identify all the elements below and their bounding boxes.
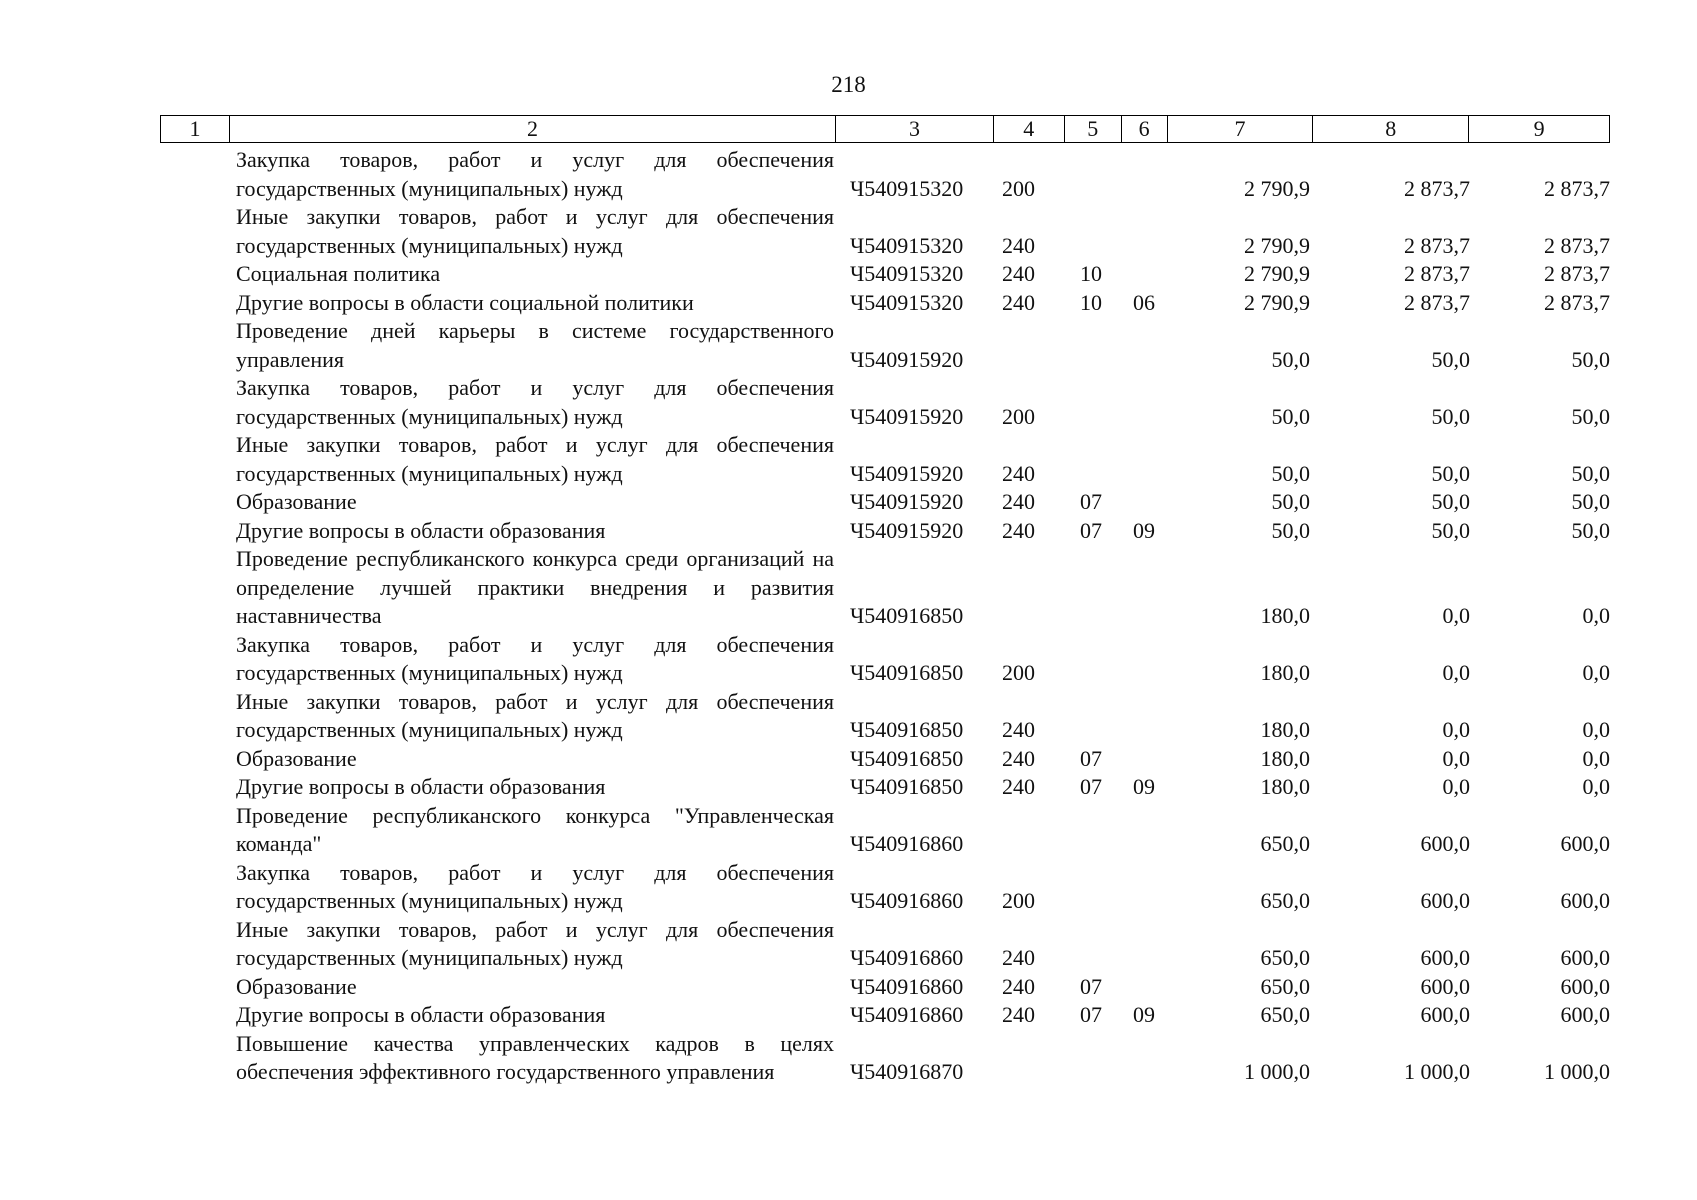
header-col-1: 1: [161, 116, 230, 142]
table-row: [160, 289, 1610, 318]
row-vr: 240: [1002, 517, 1035, 543]
row-code: Ч540916850: [850, 745, 964, 771]
header-col-3: 3: [836, 116, 994, 142]
table-row: [160, 859, 1610, 916]
row-vr: 240: [1002, 745, 1035, 771]
row-name: Другие вопросы в области социальной политики: [236, 289, 694, 315]
row-value-7: 2 790,9: [1244, 232, 1310, 258]
row-name: Проведение республиканского конкурса среди организаций на определение лучшей практики внедрения и развития наставничества: [236, 546, 834, 628]
table-row: [160, 146, 1610, 203]
table-row: [160, 431, 1610, 488]
row-rz: 07: [1080, 517, 1102, 543]
row-value-9: 600,0: [1560, 945, 1610, 970]
row-value-8: 600,0: [1420, 888, 1470, 913]
row-name: Другие вопросы в области образования: [236, 517, 606, 543]
row-code: Ч540916860: [850, 1002, 964, 1027]
row-code: Ч540916860: [850, 945, 964, 970]
row-value-7: 50,0: [1271, 460, 1310, 486]
table-row: [160, 745, 1610, 774]
row-value-7: 180,0: [1260, 603, 1310, 628]
row-name: Образование: [236, 745, 357, 771]
row-value-7: 50,0: [1271, 489, 1310, 514]
table-body: [160, 146, 1610, 1087]
row-name: Иные закупки товаров, работ и услуг для обеспечения государственных (муниципальных) нужд: [236, 688, 834, 742]
row-vr: 240: [1002, 232, 1035, 258]
row-value-9: 50,0: [1571, 460, 1610, 486]
table-row: [160, 1030, 1610, 1087]
row-vr: 240: [1002, 945, 1035, 970]
row-value-7: 650,0: [1260, 1002, 1310, 1027]
row-value-8: 0,0: [1442, 774, 1470, 799]
row-value-7: 650,0: [1260, 888, 1310, 913]
row-code: Ч540915920: [850, 517, 964, 543]
row-name: Другие вопросы в области образования: [236, 774, 606, 799]
row-code: Ч540916850: [850, 717, 964, 742]
row-name: Образование: [236, 973, 357, 999]
page-number: 218: [831, 72, 866, 97]
row-name: Закупка товаров, работ и услуг для обеспечения государственных (муниципальных) нужд: [236, 375, 834, 429]
row-code: Ч540915320: [850, 175, 964, 201]
header-col-4: 4: [994, 116, 1065, 142]
row-name: Проведение республиканского конкурса "Управленческая команда": [236, 802, 834, 856]
row-value-7: 650,0: [1260, 973, 1310, 999]
table-row: [160, 773, 1610, 802]
row-rz: 10: [1080, 261, 1102, 286]
row-name: Другие вопросы в области образования: [236, 1002, 606, 1027]
row-value-8: 2 873,7: [1404, 175, 1470, 201]
row-vr: 200: [1002, 660, 1035, 685]
row-vr: 200: [1002, 175, 1035, 201]
row-value-7: 50,0: [1271, 517, 1310, 543]
row-value-8: 50,0: [1431, 460, 1470, 486]
row-vr: 240: [1002, 774, 1035, 799]
row-name: Закупка товаров, работ и услуг для обеспечения государственных (муниципальных) нужд: [236, 859, 834, 913]
row-value-8: 1 000,0: [1404, 1059, 1470, 1084]
row-rz: 07: [1080, 745, 1102, 771]
table-row: [160, 203, 1610, 260]
row-vr: 240: [1002, 261, 1035, 286]
row-code: Ч540915920: [850, 346, 964, 372]
row-code: Ч540915920: [850, 403, 964, 429]
row-code: Ч540916850: [850, 603, 964, 628]
row-value-9: 2 873,7: [1544, 232, 1610, 258]
table-row: [160, 488, 1610, 517]
table-row: [160, 317, 1610, 374]
row-value-7: 180,0: [1260, 745, 1310, 771]
row-value-8: 2 873,7: [1404, 232, 1470, 258]
row-code: Ч540916870: [850, 1059, 964, 1084]
row-name: Иные закупки товаров, работ и услуг для обеспечения государственных (муниципальных) нужд: [236, 916, 834, 970]
row-value-8: 50,0: [1431, 489, 1470, 514]
row-code: Ч540915920: [850, 489, 964, 514]
row-value-9: 600,0: [1560, 831, 1610, 856]
row-pr: 09: [1133, 517, 1155, 543]
row-vr: 240: [1002, 1002, 1035, 1027]
row-value-7: 1 000,0: [1244, 1059, 1310, 1084]
row-value-7: 180,0: [1260, 660, 1310, 685]
row-code: Ч540916860: [850, 831, 964, 856]
header-col-9: 9: [1533, 116, 1545, 141]
table-row: [160, 688, 1610, 745]
row-value-9: 50,0: [1571, 346, 1610, 372]
row-vr: 240: [1002, 717, 1035, 742]
row-name: Повышение качества управленческих кадров в целях обеспечения эффективного государственного управления: [236, 1030, 834, 1084]
row-value-9: 0,0: [1582, 774, 1610, 799]
row-value-9: 0,0: [1582, 717, 1610, 742]
table-row: [160, 631, 1610, 688]
row-value-9: 2 873,7: [1544, 261, 1610, 286]
row-rz: 07: [1080, 973, 1102, 999]
row-code: Ч540916860: [850, 973, 964, 999]
row-value-8: 0,0: [1442, 745, 1470, 771]
header-col-7: 7: [1168, 116, 1314, 142]
row-rz: 10: [1080, 289, 1102, 315]
row-name: Образование: [236, 489, 357, 514]
row-value-8: 600,0: [1420, 831, 1470, 856]
table-row: [160, 973, 1610, 1002]
row-vr: 240: [1002, 489, 1035, 514]
row-value-9: 600,0: [1560, 973, 1610, 999]
row-code: Ч540915320: [850, 232, 964, 258]
row-name: Иные закупки товаров, работ и услуг для обеспечения государственных (муниципальных) нужд: [236, 204, 834, 258]
row-rz: 07: [1080, 1002, 1102, 1027]
row-value-7: 180,0: [1260, 717, 1310, 742]
row-code: Ч540916860: [850, 888, 964, 913]
row-value-9: 0,0: [1582, 603, 1610, 628]
header-col-8: 8: [1313, 116, 1469, 142]
header-col-6: 6: [1122, 116, 1168, 142]
row-vr: 240: [1002, 973, 1035, 999]
row-value-8: 2 873,7: [1404, 261, 1470, 286]
row-code: Ч540915320: [850, 289, 964, 315]
row-value-9: 600,0: [1560, 888, 1610, 913]
row-code: Ч540916850: [850, 774, 964, 799]
row-rz: 07: [1080, 489, 1102, 514]
row-pr: 09: [1133, 774, 1155, 799]
row-value-7: 2 790,9: [1244, 175, 1310, 201]
header-col-2: 2: [230, 116, 836, 142]
table-row: [160, 260, 1610, 289]
row-value-8: 2 873,7: [1404, 289, 1470, 315]
row-vr: 240: [1002, 289, 1035, 315]
row-value-9: 50,0: [1571, 517, 1610, 543]
row-value-7: 50,0: [1271, 346, 1310, 372]
row-pr: 06: [1133, 289, 1155, 315]
row-value-8: 50,0: [1431, 517, 1470, 543]
row-pr: 09: [1133, 1002, 1155, 1027]
row-name: Закупка товаров, работ и услуг для обеспечения государственных (муниципальных) нужд: [236, 631, 834, 685]
table-row: [160, 1001, 1610, 1030]
row-name: Закупка товаров, работ и услуг для обеспечения государственных (муниципальных) нужд: [236, 147, 834, 201]
row-value-8: 0,0: [1442, 660, 1470, 685]
row-vr: 200: [1002, 403, 1035, 429]
row-vr: 240: [1002, 460, 1035, 486]
row-value-9: 0,0: [1582, 745, 1610, 771]
row-value-7: 50,0: [1271, 403, 1310, 429]
row-value-7: 180,0: [1260, 774, 1310, 799]
row-code: Ч540915320: [850, 261, 964, 286]
row-value-9: 2 873,7: [1544, 289, 1610, 315]
table-row: [160, 916, 1610, 973]
row-name: Проведение дней карьеры в системе государственного управления: [236, 318, 834, 372]
row-code: Ч540915920: [850, 460, 964, 486]
table-header: [160, 115, 1610, 143]
row-code: Ч540916850: [850, 660, 964, 685]
row-value-8: 600,0: [1420, 945, 1470, 970]
row-rz: 07: [1080, 774, 1102, 799]
row-value-8: 600,0: [1420, 973, 1470, 999]
row-value-7: 650,0: [1260, 945, 1310, 970]
row-name: Социальная политика: [236, 261, 441, 286]
table-row: [160, 517, 1610, 546]
table-row: [160, 545, 1610, 631]
row-value-9: 50,0: [1571, 489, 1610, 514]
row-value-8: 50,0: [1431, 346, 1470, 372]
table-row: [160, 802, 1610, 859]
row-name: Иные закупки товаров, работ и услуг для обеспечения государственных (муниципальных) нужд: [236, 432, 834, 486]
row-value-8: 0,0: [1442, 717, 1470, 742]
row-value-8: 600,0: [1420, 1002, 1470, 1027]
row-value-9: 2 873,7: [1544, 175, 1610, 201]
row-value-9: 0,0: [1582, 660, 1610, 685]
row-vr: 200: [1002, 888, 1035, 913]
header-col-5: 5: [1065, 116, 1122, 142]
row-value-7: 2 790,9: [1244, 261, 1310, 286]
row-value-8: 0,0: [1442, 603, 1470, 628]
row-value-7: 2 790,9: [1244, 289, 1310, 315]
table-row: [160, 374, 1610, 431]
row-value-9: 50,0: [1571, 403, 1610, 429]
row-value-9: 1 000,0: [1544, 1059, 1610, 1084]
row-value-8: 50,0: [1431, 403, 1470, 429]
row-value-7: 650,0: [1260, 831, 1310, 856]
row-value-9: 600,0: [1560, 1002, 1610, 1027]
